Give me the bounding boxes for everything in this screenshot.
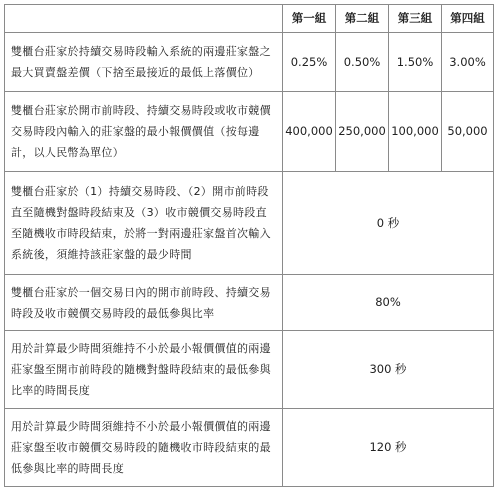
header-group-2: 第二組 (336, 5, 389, 33)
header-group-1: 第一組 (283, 5, 336, 33)
table-row (5, 33, 494, 92)
table-row (5, 409, 494, 487)
row-label: 雙櫃台莊家於持續交易時段輸入系統的兩邊莊家盤之最大買賣盤差價（下捨至最接近的最低上落價位） (5, 33, 283, 92)
cell-group-4: 50,000 (442, 92, 494, 172)
table-row (5, 92, 494, 172)
cell-group-1: 400,000 (283, 92, 336, 172)
cell-group-1: 0.25% (283, 33, 336, 92)
merged-value-cell: 80% (283, 275, 494, 331)
header-group-3: 第三組 (389, 5, 442, 33)
row-label: 用於計算最少時間須維持不小於最小報價價值的兩邊莊家盤至開市前時段的隨機對盤時段結束的最低參與比率的時間長度 (5, 331, 283, 409)
merged-value-cell: 120 秒 (283, 409, 494, 487)
header-empty (5, 5, 283, 33)
cell-group-3: 100,000 (389, 92, 442, 172)
cell-group-3: 1.50% (389, 33, 442, 92)
cell-group-2: 250,000 (336, 92, 389, 172)
row-label: 雙櫃台莊家於（1）持續交易時段、（2）開市前時段直至隨機對盤時段結束及（3）收市競價交易時段直至隨機收市時段結束，於將一對兩邊莊家盤首次輸入系統後，須維持該莊家盤的最少時間 (5, 172, 283, 275)
row-label: 雙櫃台莊家於一個交易日內的開市前時段、持續交易時段及收市競價交易時段的最低參與比率 (5, 275, 283, 331)
row-label: 用於計算最少時間須維持不小於最小報價價值的兩邊莊家盤至收市競價交易時段的隨機收市時段結束的最低參與比率的時間長度 (5, 409, 283, 487)
cell-group-4: 3.00% (442, 33, 494, 92)
cell-group-2: 0.50% (336, 33, 389, 92)
market-maker-requirements-table (4, 4, 494, 487)
merged-value-cell: 300 秒 (283, 331, 494, 409)
row-label: 雙櫃台莊家於開市前時段、持續交易時段或收市競價交易時段內輸入的莊家盤的最小報價價值（按每邊計，以人民幣為單位） (5, 92, 283, 172)
header-group-4: 第四組 (442, 5, 494, 33)
table-row (5, 275, 494, 331)
table-row (5, 172, 494, 275)
merged-value-cell: 0 秒 (283, 172, 494, 275)
header-row (5, 5, 494, 33)
table-row (5, 331, 494, 409)
